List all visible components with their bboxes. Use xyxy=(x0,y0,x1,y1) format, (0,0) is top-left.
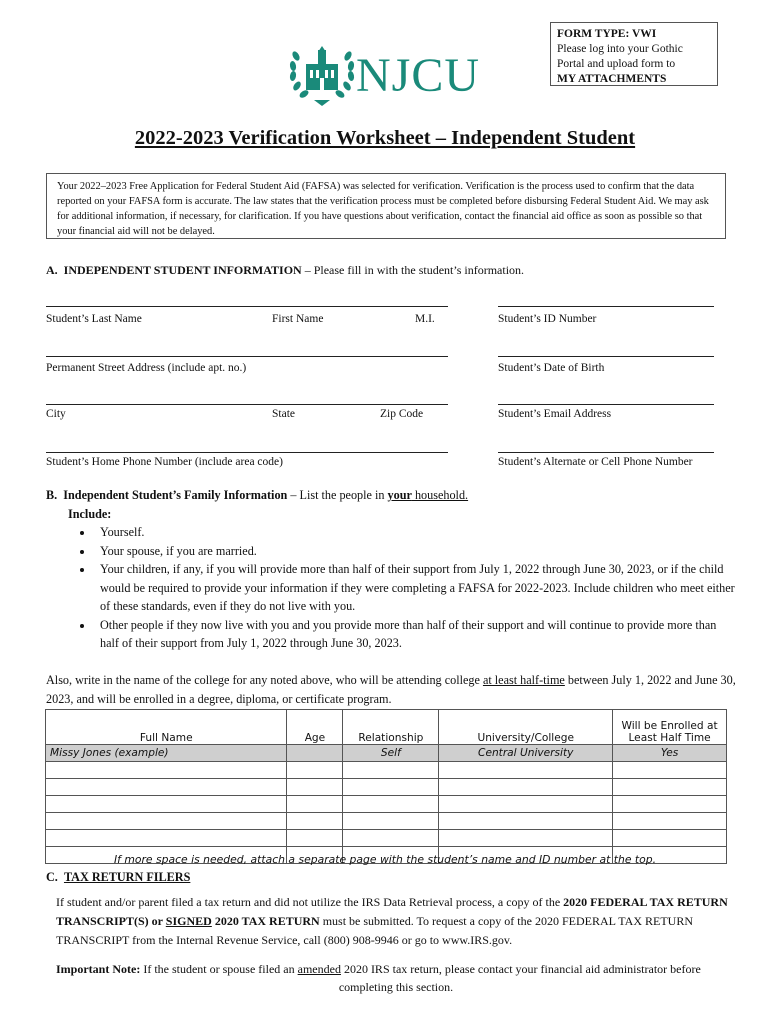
cell-name[interactable] xyxy=(46,813,287,830)
example-relationship: Self xyxy=(343,745,439,762)
table-row xyxy=(46,762,727,779)
cell-name[interactable] xyxy=(46,762,287,779)
tax-return-paragraph xyxy=(56,893,736,950)
njcu-logo-text: NJCU xyxy=(356,49,481,102)
header-relationship: Relationship xyxy=(343,710,439,745)
example-enrolled: Yes xyxy=(613,745,727,762)
header-enrolled-line2: Least Half Time xyxy=(628,732,711,744)
cell-enrolled[interactable] xyxy=(613,796,727,813)
cell-relationship[interactable] xyxy=(343,796,439,813)
cell-name[interactable] xyxy=(46,830,287,847)
cell-enrolled[interactable] xyxy=(613,813,727,830)
list-item: • Other people if they now live with you and you provide more than half of their support and will continue to provide more than half of their support from July 1, 2022 through June 30, 2023. xyxy=(94,616,736,653)
cell-age[interactable] xyxy=(287,813,343,830)
page-title: 2022-2023 Verification Worksheet – Independent Student xyxy=(134,127,636,149)
cell-enrolled[interactable] xyxy=(613,830,727,847)
header-full-name: Full Name xyxy=(46,710,287,745)
section-b-heading xyxy=(46,486,736,505)
cell-college[interactable] xyxy=(439,796,613,813)
form-type-instruction-1: Please log into your Gothic xyxy=(557,43,683,55)
important-note-text-3: completing this section. xyxy=(338,980,454,994)
cell-relationship[interactable] xyxy=(343,813,439,830)
cell-relationship[interactable] xyxy=(343,830,439,847)
tax-para-return: 2020 TAX RETURN xyxy=(211,914,320,928)
list-item: • Your children, if any, if you will provide more than half of their support from July 1, 2022 through June 30, 2023, or if the child would be required to provide your information if they were completing a FAFSA for 2022-2023. Include children who meet either of these standards, even if they do not live with you. xyxy=(94,560,736,616)
intro-notice: Your 2022–2023 Free Application for Federal Student Aid (FAFSA) was selected for verification. Verification is the process used to confirm that the data reported on your FAFSA form is accurate. The law states that the verification process must be completed before disbursing Federal Student Aid. We may ask for additional information, if necessary, for clarification. If you have questions about verification, contact the financial aid office as soon as possible so that your financial aid will not be delayed. xyxy=(46,173,726,239)
table-row xyxy=(46,779,727,796)
first-name-label: First Name xyxy=(272,313,324,325)
state-label: State xyxy=(272,408,295,420)
table-row xyxy=(46,813,727,830)
section-a-title: INDEPENDENT STUDENT INFORMATION xyxy=(63,263,302,277)
address-line[interactable] xyxy=(46,356,448,357)
cell-college[interactable] xyxy=(439,830,613,847)
list-item: • Your spouse, if you are married. xyxy=(94,542,736,561)
cell-name[interactable] xyxy=(46,796,287,813)
cell-age[interactable] xyxy=(287,762,343,779)
cell-relationship[interactable] xyxy=(343,779,439,796)
cell-name[interactable] xyxy=(46,779,287,796)
college-instruction-text-end: between July 1, 2022 and June 30, 2023, and will be enrolled in a degree, diploma, or certificate program. xyxy=(46,673,736,706)
email-line[interactable] xyxy=(498,404,714,405)
section-b xyxy=(46,486,736,653)
dob-line[interactable] xyxy=(498,356,714,357)
header-age: Age xyxy=(287,710,343,745)
njcu-seal-icon xyxy=(288,44,356,106)
cell-age[interactable] xyxy=(287,796,343,813)
city-state-zip-line[interactable] xyxy=(46,404,448,405)
important-note xyxy=(56,960,736,996)
header-enrolled xyxy=(613,710,727,745)
section-c-title: TAX RETURN FILERS xyxy=(63,870,191,884)
zip-label: Zip Code xyxy=(380,408,424,420)
table-row xyxy=(46,830,727,847)
cell-age[interactable] xyxy=(287,779,343,796)
tax-para-instructions: must be submitted. To request a copy of the 2020 FEDERAL TAX RETURN TRANSCRIPT from the Internal Revenue Service, call (800) 908-9946 or go to www.IRS.gov. xyxy=(56,914,693,947)
section-a-instruction: – Please fill in with the student’s information. xyxy=(301,263,525,277)
home-phone-label: Student’s Home Phone Number (include area code) xyxy=(46,456,283,468)
section-b-instruction: – List the people in xyxy=(287,488,388,502)
section-b-title: Independent Student’s Family Information xyxy=(63,488,288,502)
id-number-line[interactable] xyxy=(498,306,714,307)
table-footnote: If more space is needed, attach a separate page with the student’s name and ID number at the top. xyxy=(113,853,657,866)
example-name: Missy Jones (example) xyxy=(46,745,287,762)
city-label: City xyxy=(46,408,66,420)
header-enrolled-line1: Will be Enrolled at xyxy=(621,720,718,732)
section-c-heading xyxy=(46,870,190,885)
tax-para-text: If student and/or parent filed a tax return and did not utilize the IRS Data Retrieval process, a copy of the xyxy=(56,895,564,909)
form-type-instruction-2: Portal and upload form to xyxy=(557,58,676,70)
table-row xyxy=(46,796,727,813)
dob-label: Student’s Date of Birth xyxy=(498,362,605,374)
list-item: • Yourself. xyxy=(94,523,736,542)
cell-relationship[interactable] xyxy=(343,762,439,779)
table-row-example xyxy=(46,745,727,762)
cell-college[interactable] xyxy=(439,779,613,796)
mi-label: M.I. xyxy=(415,313,435,325)
college-instruction-text: Also, write in the name of the college for any noted above, who will be attending college xyxy=(46,673,483,687)
cell-age[interactable] xyxy=(287,830,343,847)
section-a-letter: A. xyxy=(46,263,58,277)
include-list xyxy=(46,523,736,653)
id-number-label: Student’s ID Number xyxy=(498,313,597,325)
form-type-box xyxy=(550,22,718,86)
cell-enrolled[interactable] xyxy=(613,779,727,796)
important-note-label: Important Note: xyxy=(56,962,141,976)
tax-para-transcript: 2020 FEDERAL TAX RETURN TRANSCRIPT(S) or xyxy=(56,895,728,928)
form-type-destination: MY ATTACHMENTS xyxy=(557,73,667,85)
include-label: Include: xyxy=(68,506,112,521)
cell-college[interactable] xyxy=(439,762,613,779)
last-name-label: Student’s Last Name xyxy=(46,313,142,325)
section-c-letter: C. xyxy=(46,870,58,884)
family-table xyxy=(45,709,727,864)
important-note-amended: amended xyxy=(297,962,341,976)
half-time-text: at least half-time xyxy=(482,673,565,687)
section-b-household: household. xyxy=(411,488,469,502)
address-label: Permanent Street Address (include apt. no.) xyxy=(46,362,247,374)
table-header-row xyxy=(46,710,727,745)
section-b-letter: B. xyxy=(46,488,58,502)
example-age xyxy=(287,745,343,762)
form-type-label: FORM TYPE: VWI xyxy=(557,28,657,40)
cell-enrolled[interactable] xyxy=(613,762,727,779)
important-note-text: If the student or spouse filed an xyxy=(140,962,298,976)
home-phone-line[interactable] xyxy=(46,452,448,453)
email-label: Student’s Email Address xyxy=(498,408,612,420)
cell-phone-line[interactable] xyxy=(498,452,714,453)
section-b-your: your xyxy=(387,488,412,502)
important-note-text-2: 2020 IRS tax return, please contact your financial aid administrator before xyxy=(340,962,701,976)
tax-para-signed: SIGNED xyxy=(165,914,212,928)
header-college: University/College xyxy=(439,710,613,745)
section-a-heading xyxy=(46,263,524,278)
cell-college[interactable] xyxy=(439,813,613,830)
example-college: Central University xyxy=(439,745,613,762)
college-instruction xyxy=(46,671,736,709)
cell-phone-label: Student’s Alternate or Cell Phone Number xyxy=(498,456,693,468)
name-line[interactable] xyxy=(46,306,448,307)
